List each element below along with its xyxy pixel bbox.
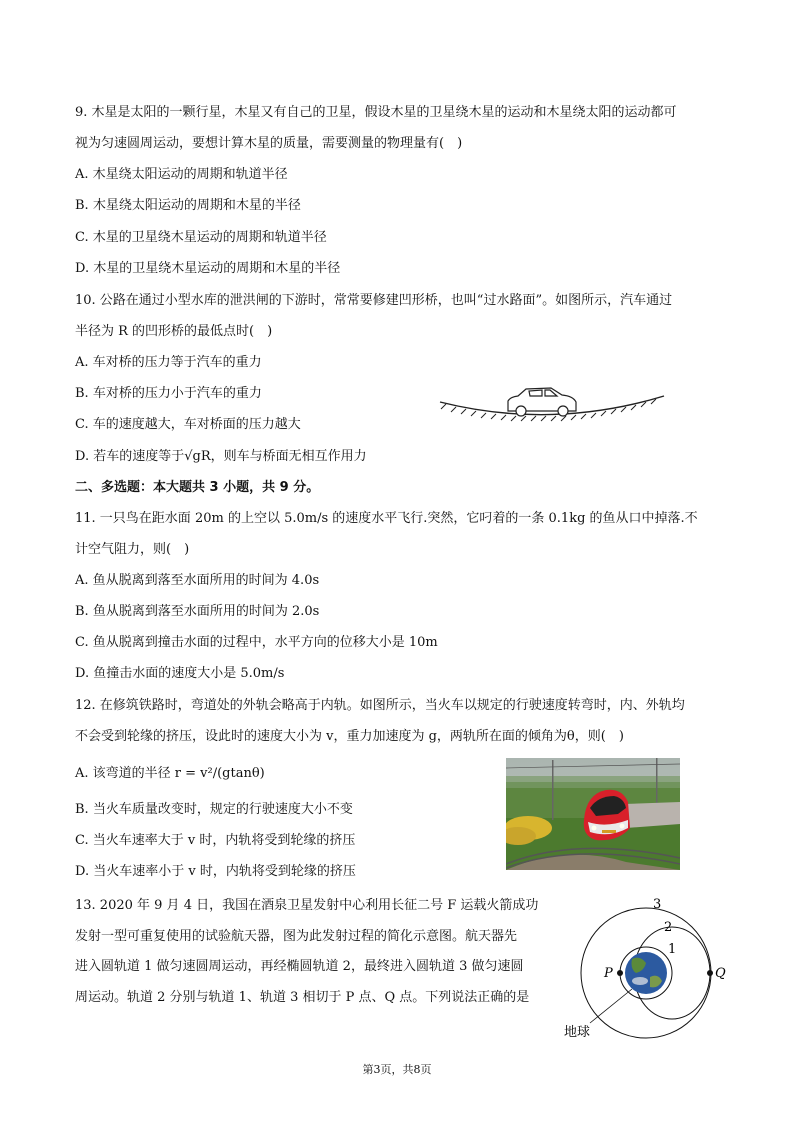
q9-option-c: C. 木星的卫星绕木星运动的周期和轨道半径	[75, 230, 327, 245]
q11-option-a: A. 鱼从脱离到落至水面所用的时间为 4.0s	[75, 573, 320, 588]
q13-stem-line3: 进入圆轨道 1 做匀速圆周运动，再经椭圆轨道 2，最终进入圆轨道 3 做匀速圆	[75, 959, 524, 974]
q12-stem-line1: 12. 在修筑铁路时，弯道处的外轨会略高于内轨。如图所示，当火车以规定的行驶速度转弯时，内、外轨均	[75, 698, 685, 713]
q10-option-c: C. 车的速度越大，车对桥面的压力越大	[75, 417, 301, 432]
point-p-dot	[617, 970, 623, 976]
concave-bridge-figure	[436, 378, 668, 428]
q11-stem-line2: 计空气阻力，则( )	[75, 542, 190, 557]
q11-option-d: D. 鱼撞击水面的速度大小是 5.0m/s	[75, 666, 285, 681]
point-q-label: Q	[715, 966, 726, 981]
q12-stem-line2: 不会受到轮缘的挤压，设此时的速度大小为 v，重力加速度为 g，两轨所在面的倾角为θ，则( )	[75, 729, 624, 744]
orbit-2-label: 2	[664, 920, 673, 935]
q10-stem-line1: 10. 公路在通过小型水库的泄洪闸的下游时，常常要修建凹形桥，也叫“过水路面”。如图所示，汽车通过	[75, 293, 673, 308]
q11-option-b: B. 鱼从脱离到落至水面所用的时间为 2.0s	[75, 604, 320, 619]
q9-option-d: D. 木星的卫星绕木星运动的周期和木星的半径	[75, 261, 341, 276]
q11-stem-line1: 11. 一只鸟在距水面 20m 的上空以 5.0m/s 的速度水平飞行.突然，它叼着的一条 0.1kg 的鱼从口中掉落.不	[75, 511, 698, 526]
q12-option-c: C. 当火车速率大于 v 时，内轨将受到轮缘的挤压	[75, 833, 356, 848]
orbit-3-label: 3	[653, 897, 662, 912]
q13-stem-line4: 周运动。轨道 2 分别与轨道 1、轨道 3 相切于 P 点、Q 点。下列说法正确的是	[75, 990, 530, 1005]
earth-label: 地球	[564, 1025, 591, 1040]
section-title: 二、多选题：本大题共 3 小题，共 9 分。	[75, 480, 320, 495]
q12-option-a: A. 该弯道的半径 r = v²/(gtanθ)	[75, 766, 265, 781]
q12-option-b: B. 当火车质量改变时，规定的行驶速度大小不变	[75, 802, 353, 817]
q10-stem-line2: 半径为 R 的凹形桥的最低点时( )	[75, 324, 273, 339]
train-photo	[506, 758, 680, 870]
q9-option-b: B. 木星绕太阳运动的周期和木星的半径	[75, 198, 301, 213]
point-q-dot	[707, 970, 713, 976]
q10-option-a: A. 车对桥的压力等于汽车的重力	[75, 355, 262, 370]
q10-option-d: D. 若车的速度等于√gR，则车与桥面无相互作用力	[75, 449, 367, 464]
earth-icon	[625, 952, 667, 994]
q13-stem-line2: 发射一型可重复使用的试验航天器，图为此发射过程的简化示意图。航天器先	[75, 929, 518, 944]
q9-stem-line2: 视为匀速圆周运动，要想计算木星的质量，需要测量的物理量有( )	[75, 136, 463, 151]
orbit-figure	[560, 893, 730, 1043]
orbit-1-label: 1	[668, 942, 677, 957]
point-p-label: P	[604, 966, 613, 981]
q10-option-b: B. 车对桥的压力小于汽车的重力	[75, 386, 262, 401]
q9-stem-line1: 9. 木星是太阳的一颗行星，木星又有自己的卫星，假设木星的卫星绕木星的运动和木星绕太阳的运动都可	[75, 105, 677, 120]
car-icon	[508, 388, 576, 416]
q12-option-d: D. 当火车速率小于 v 时，内轨将受到轮缘的挤压	[75, 864, 356, 879]
page-number: 第3页，共8页	[362, 1063, 432, 1076]
q9-option-a: A. 木星绕太阳运动的周期和轨道半径	[75, 167, 288, 182]
q13-stem-line1: 13. 2020 年 9 月 4 日，我国在酒泉卫星发射中心利用长征二号 F 运载火箭成功	[75, 898, 539, 913]
q11-option-c: C. 鱼从脱离到撞击水面的过程中，水平方向的位移大小是 10m	[75, 635, 438, 650]
